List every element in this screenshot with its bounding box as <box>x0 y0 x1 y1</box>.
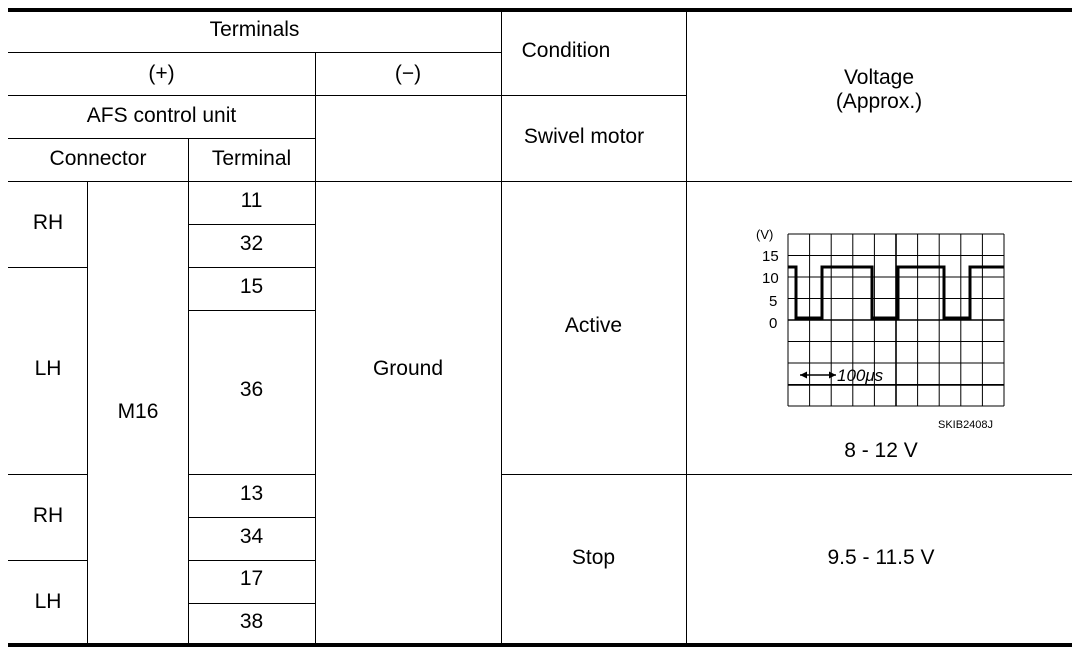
header-minus: (−) <box>394 62 422 85</box>
voltage-active: 8 - 12 V <box>844 439 918 462</box>
hline-afs-row <box>8 95 686 96</box>
waveform-unit-label: (V) <box>756 227 774 242</box>
time-scale-arrowhead-left <box>800 372 807 379</box>
hline-term-34 <box>188 560 315 561</box>
terminal-cell: 17 <box>239 567 264 590</box>
terminal-cell: 36 <box>239 378 264 401</box>
header-swivel-motor: Swivel motor <box>523 125 645 148</box>
hline-term-32 <box>188 267 315 268</box>
waveform-figure <box>752 222 1022 434</box>
terminal-cell: 13 <box>239 482 264 505</box>
header-connector: Connector <box>49 147 147 170</box>
condition-active: Active <box>564 314 623 337</box>
terminal-cell: 38 <box>239 610 264 633</box>
side-lh-1: LH <box>34 357 62 380</box>
hline-plus-row <box>8 52 501 53</box>
waveform-y-tick: 15 <box>762 248 779 265</box>
voltage-label: Voltage <box>843 66 915 89</box>
header-terminal: Terminal <box>211 147 292 170</box>
hline-term-17 <box>188 603 315 604</box>
voltage-stop: 9.5 - 11.5 V <box>827 546 935 569</box>
side-rh-1: RH <box>32 211 64 234</box>
hline-term-15 <box>188 310 315 311</box>
bottom-border <box>8 643 1072 647</box>
header-voltage <box>686 66 1072 114</box>
vline-ground <box>315 52 316 645</box>
side-lh-2: LH <box>34 590 62 613</box>
hline-connector-row <box>8 138 315 139</box>
figure-id: SKIB2408J <box>938 419 994 431</box>
hline-header-bottom <box>8 181 1072 182</box>
terminal-cell: 32 <box>239 232 264 255</box>
waveform-y-tick: 0 <box>769 315 778 332</box>
hline-rh-lh-1 <box>8 267 88 268</box>
hline-term-13 <box>188 517 315 518</box>
voltage-approx-label: (Approx.) <box>835 90 923 113</box>
side-rh-2: RH <box>32 504 64 527</box>
waveform-time-label: 100μs <box>837 366 884 385</box>
hline-rh-lh-2 <box>8 560 88 561</box>
hline-active-stop <box>8 474 88 475</box>
condition-stop: Stop <box>571 546 616 569</box>
header-plus: (+) <box>148 62 175 85</box>
waveform-y-tick: 10 <box>762 270 779 287</box>
time-scale-arrowhead-right <box>829 372 836 379</box>
ground-label: Ground <box>372 357 444 380</box>
hline-term-11 <box>188 224 315 225</box>
terminal-cell: 11 <box>240 189 263 212</box>
connector-m16: M16 <box>117 400 159 423</box>
terminal-cell: 34 <box>239 525 264 548</box>
waveform-grid <box>788 234 1004 406</box>
hline-active-stop-3 <box>501 474 1072 475</box>
header-afs-control-unit: AFS control unit <box>86 104 237 127</box>
hline-active-stop-2 <box>188 474 315 475</box>
header-terminals: Terminals <box>209 18 300 41</box>
waveform-y-tick: 5 <box>769 293 778 310</box>
top-border <box>8 8 1072 12</box>
terminal-cell: 15 <box>239 275 264 298</box>
header-condition: Condition <box>521 39 611 62</box>
